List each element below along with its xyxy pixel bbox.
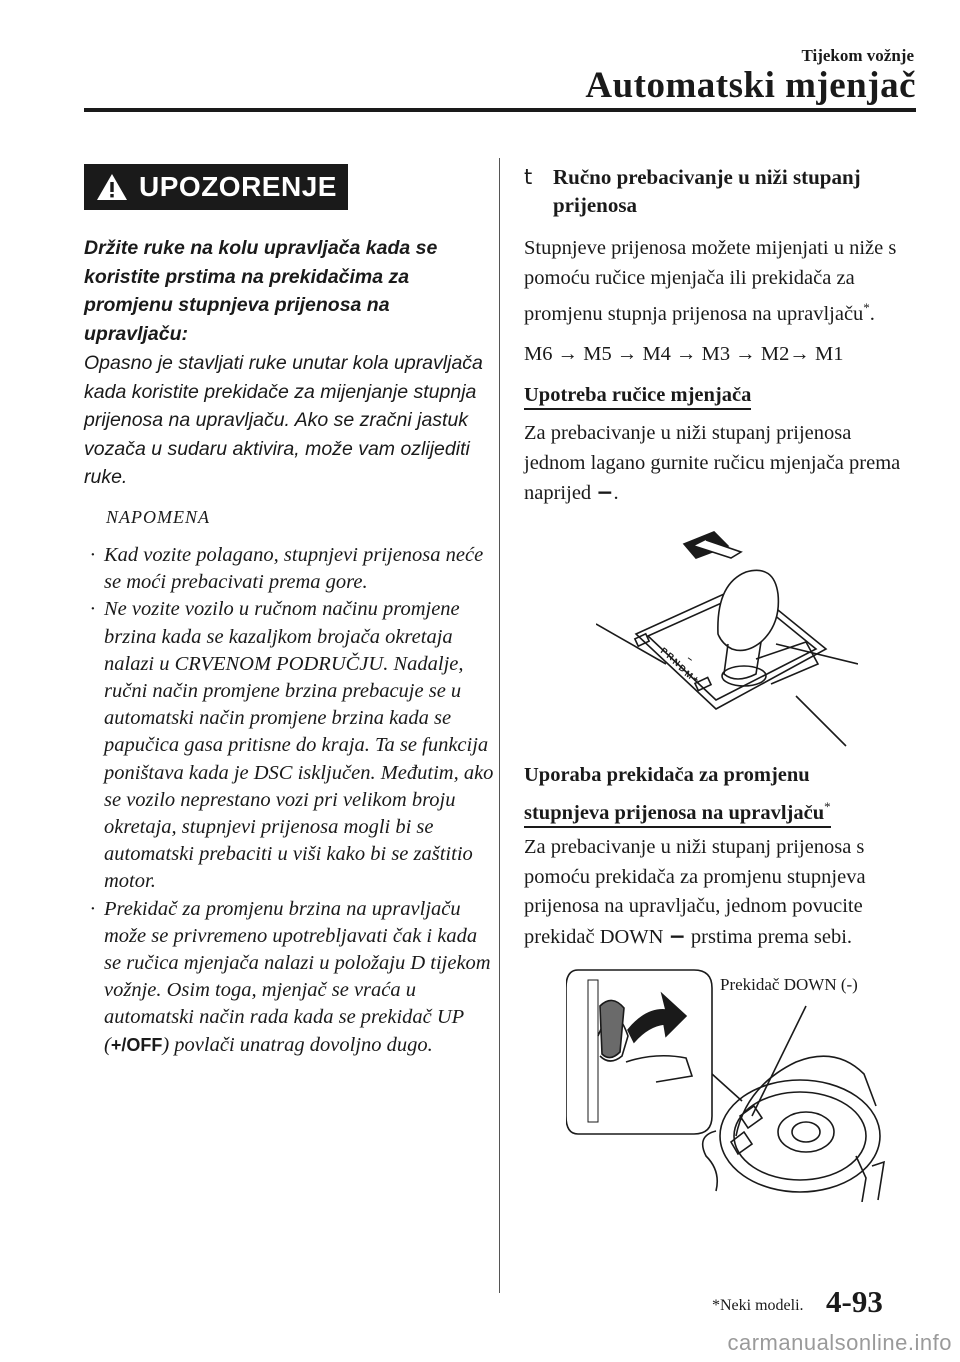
shifter-label-n: N [670, 656, 682, 669]
off-symbol: +/OFF [110, 1034, 163, 1055]
subheading-shifter: Upotreba ručice mjenjača [524, 378, 751, 412]
header-rule [84, 108, 916, 112]
chapter-title: Automatski mjenjač [585, 65, 916, 106]
gear-sequence: M6 → M5 → M4 → M3 → M2→ M1 [524, 343, 844, 365]
note-title: NAPOMENA [106, 507, 210, 527]
shifter-paragraph: Za prebacivanje u niži stupanj prijenosa jednom lagano gurnite ručicu mjenjača prema naprijed −. [524, 422, 901, 504]
section-heading: t Ručno prebacivanje u niži stupanj prijenosa [524, 165, 861, 217]
section-marker: t [524, 165, 533, 189]
footnote: *Neki modeli. [712, 1297, 804, 1314]
note-item: · Kad vozite polagano, stupnjevi prijenosa neće se moći prebacivati prema gore. [90, 544, 484, 594]
shifter-illustration [596, 524, 858, 748]
shifter-label-d: D [676, 662, 688, 675]
shifter-label-m: M [682, 668, 695, 681]
warning-box [84, 164, 348, 210]
note-item: · Ne vozite vozilo u ručnom načinu promjene brzina kada se kazaljkom brojača okretaja nalazi u CRVENOM PODRUČJU. Nadalje, ručni način promjene brzina prebacuje se u automatski način promjene brzina kada se papučica gasa pritisne do kraja. Ta se funkcija poništava kada je DSC isključen. Međutim, ako se vozilo neprestano vozi pri velikom broju okretaja, stupnjevi prijenosa mogli bi se automatski prebaciti u viši kako bi se zaštitio motor. [90, 598, 494, 893]
warning-label: UPOZORENJE [139, 171, 337, 202]
warning-triangle-icon [95, 172, 129, 202]
column-divider [499, 158, 500, 1293]
shifter-label-r: R [664, 650, 676, 663]
watermark: carmanualsonline.info [727, 1330, 952, 1355]
minus-symbol: − [596, 480, 614, 504]
minus-symbol: − [668, 923, 686, 948]
page-number: 4-93 [826, 1284, 883, 1319]
paddle-paragraph: Za prebacivanje u niži stupanj prijenosa s pomoću prekidača za promjenu stupnjeva prijenosa na upravljaču, jednom povucite prekidač DOWN − prstima prema sebi. [524, 836, 866, 948]
paddle-callout: Prekidač DOWN (-) [720, 975, 858, 994]
subheading-paddle: Uporaba prekidača za promjenu stupnjeva prijenosa na upravljaču* [524, 759, 914, 829]
intro-paragraph: Stupnjeve prijenosa možete mijenjati u niže s pomoću ručice mjenjača ili prekidača za promjenu stupnja prijenosa na upravljaču*. [524, 237, 897, 325]
shifter-label-p: P [658, 645, 670, 658]
warning-bold-text: Držite ruke na kolu upravljača kada se koristite prstima na prekidačima za promjenu stupnjeva prijenosa na upravljaču: [84, 237, 438, 345]
note-item: · Prekidač za promjenu brzina na upravljaču može se privremeno upotrebljavati čak i kada se ručica mjenjača nalazi u položaju D tijekom vožnje. Osim toga, mjenjač se vraća u automatski način rada kada se prekidač UP (+/OFF) povlači unatrag dovoljno dugo. [90, 897, 491, 1056]
note-list [84, 542, 494, 1059]
shifter-label-plus: + [690, 673, 701, 685]
warning-text: Opasno je stavljati ruke unutar kola upravljača kada koristite prekidače za mijenjanje stupnja prijenosa na upravljaču. Ako se zračni jastuk vozača u sudaru aktivira, može vam ozlijediti ruke. [84, 352, 483, 488]
shifter-label-minus: − [684, 653, 695, 665]
steering-wheel-illustration [566, 966, 916, 1202]
section-title: Tijekom vožnje [801, 46, 914, 65]
